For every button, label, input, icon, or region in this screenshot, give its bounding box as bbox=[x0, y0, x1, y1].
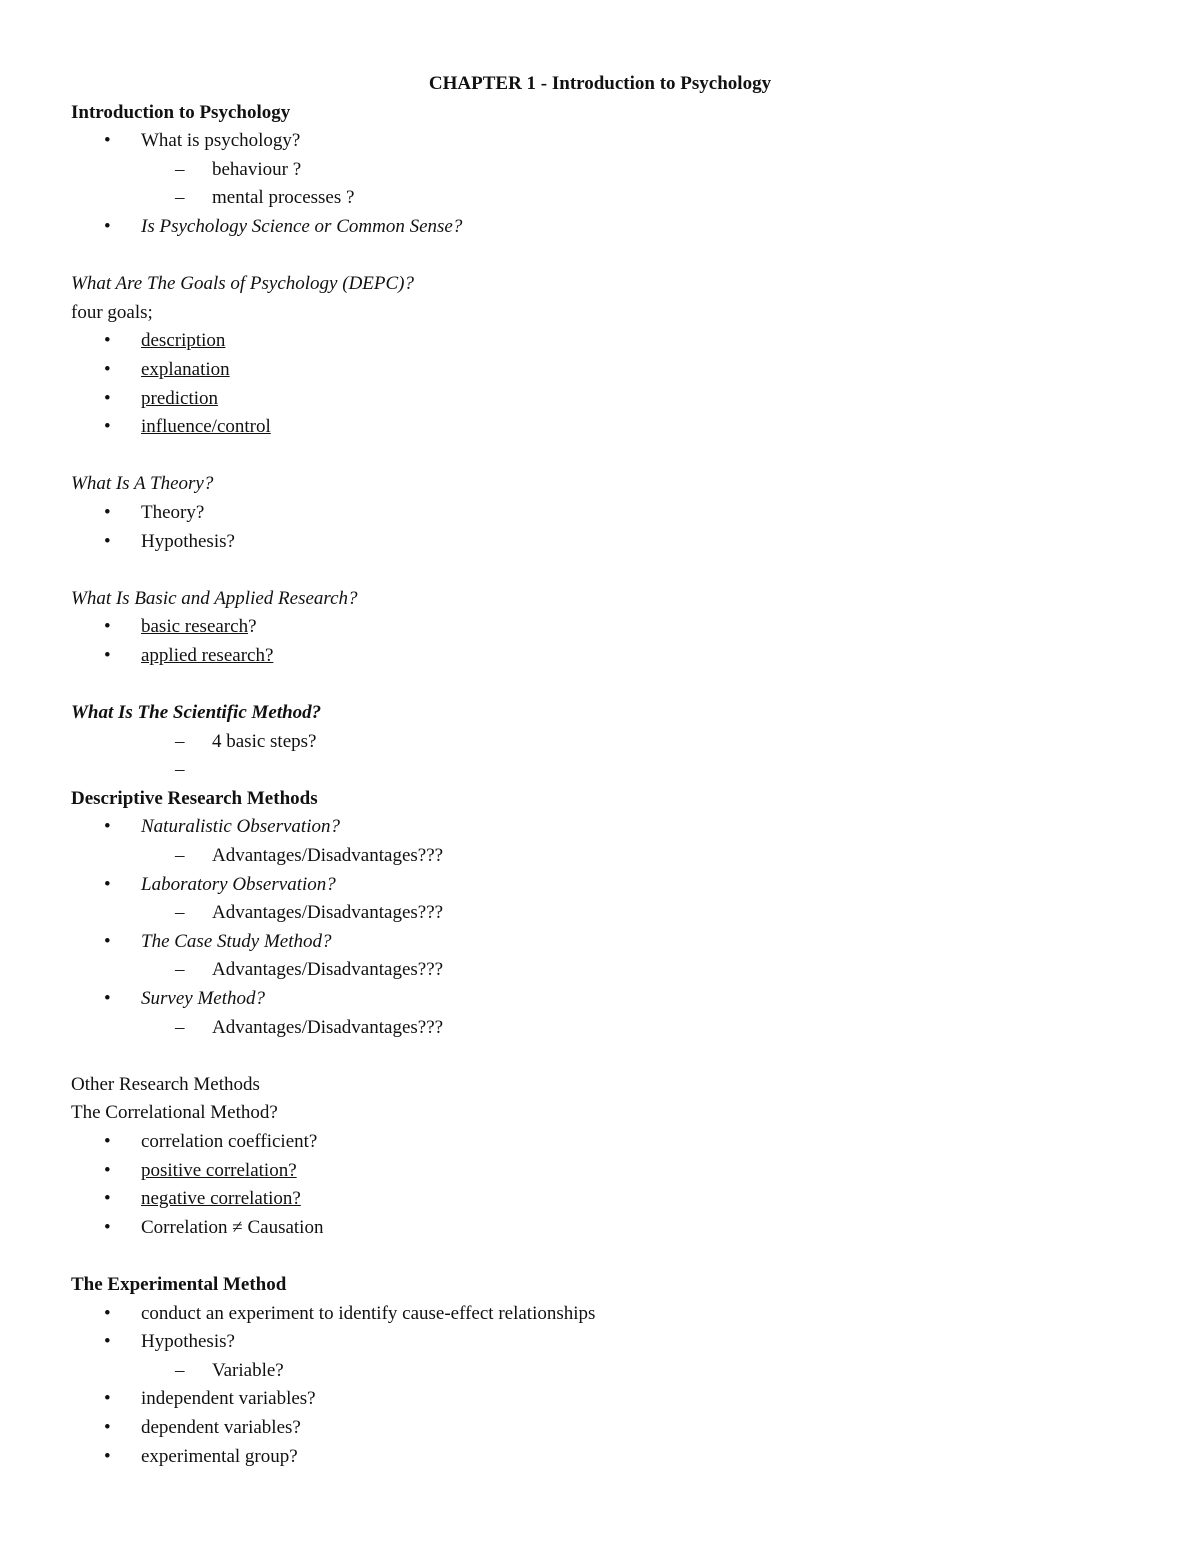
list-item bbox=[71, 985, 1131, 1014]
list-item bbox=[71, 1300, 1131, 1329]
section-heading-correlational: The Correlational Method? bbox=[71, 1102, 278, 1124]
list-item-text: Hypothesis? bbox=[141, 1331, 235, 1353]
basic-research-term: basic research bbox=[141, 616, 249, 638]
list-item bbox=[71, 928, 1131, 957]
bullet-icon: • bbox=[104, 501, 111, 523]
sub-list-item-text: Advantages/Disadvantages??? bbox=[212, 1016, 444, 1038]
page-title: CHAPTER 1 - Introduction to Psychology bbox=[428, 73, 772, 94]
list-item bbox=[71, 1214, 1131, 1243]
list-item bbox=[71, 1128, 1131, 1157]
spacer bbox=[71, 242, 1131, 271]
list-item bbox=[71, 1328, 1131, 1357]
bullet-icon: • bbox=[104, 1159, 111, 1181]
sub-list-item bbox=[71, 842, 1131, 871]
list-item-text: Hypothesis? bbox=[141, 530, 235, 552]
list-item-text: influence/control bbox=[141, 416, 271, 438]
bullet-icon: • bbox=[104, 387, 111, 409]
sub-list-item-text: mental processes ? bbox=[212, 187, 355, 209]
list-item-text: Theory? bbox=[141, 501, 205, 523]
spacer bbox=[71, 556, 1131, 585]
bullet-icon: • bbox=[104, 988, 111, 1009]
list-item-text: description bbox=[141, 330, 226, 352]
dash-icon: – bbox=[175, 1016, 185, 1038]
question-mark: ? bbox=[248, 616, 257, 638]
list-item-text: explanation bbox=[141, 358, 230, 380]
bullet-icon: • bbox=[104, 1331, 111, 1353]
spacer bbox=[71, 1242, 1131, 1271]
dash-icon: – bbox=[175, 959, 185, 981]
list-item-text: conduct an experiment to identify cause-effect relationships bbox=[141, 1302, 596, 1324]
bullet-icon: • bbox=[104, 358, 111, 380]
sub-list-item bbox=[71, 756, 1131, 785]
section-heading-experimental: The Experimental Method bbox=[71, 1273, 287, 1295]
list-item-text: positive correlation? bbox=[141, 1159, 297, 1181]
sub-list-item bbox=[71, 728, 1131, 757]
list-item bbox=[71, 1157, 1131, 1186]
bullet-icon: • bbox=[104, 616, 111, 638]
sub-list-item bbox=[71, 184, 1131, 213]
list-item bbox=[71, 642, 1131, 671]
list-item bbox=[71, 528, 1131, 557]
section-heading-scientific-method: What Is The Scientific Method? bbox=[71, 702, 322, 724]
bullet-icon: • bbox=[104, 1416, 111, 1438]
spacer bbox=[71, 1042, 1131, 1071]
dash-icon: – bbox=[175, 158, 185, 180]
dash-icon: – bbox=[175, 730, 185, 752]
bullet-icon: • bbox=[104, 1188, 111, 1210]
list-item-text: Correlation ≠ Causation bbox=[141, 1216, 324, 1238]
sub-list-item-text: Variable? bbox=[212, 1359, 284, 1381]
list-item bbox=[71, 1414, 1131, 1443]
list-item-text: negative correlation? bbox=[141, 1188, 301, 1210]
bullet-icon: • bbox=[104, 1388, 111, 1410]
list-item-text: Naturalistic Observation? bbox=[141, 816, 340, 838]
bullet-icon: • bbox=[104, 930, 111, 952]
dash-icon: – bbox=[175, 845, 185, 867]
bullet-icon: • bbox=[104, 530, 111, 552]
bullet-icon: • bbox=[104, 416, 111, 438]
spacer bbox=[71, 670, 1131, 699]
sub-list-item bbox=[71, 956, 1131, 985]
spacer bbox=[71, 442, 1131, 471]
list-item bbox=[71, 413, 1131, 442]
sub-list-item-text: 4 basic steps? bbox=[212, 730, 317, 752]
list-item-text: The Case Study Method? bbox=[141, 930, 332, 952]
sub-list-item-text: Advantages/Disadvantages??? bbox=[212, 902, 444, 924]
list-item bbox=[71, 613, 1131, 642]
bullet-icon: • bbox=[104, 644, 111, 666]
dash-icon: – bbox=[175, 759, 185, 781]
list-item bbox=[71, 1385, 1131, 1414]
section-heading-theory: What Is A Theory? bbox=[71, 473, 214, 495]
sub-list-item-text: Advantages/Disadvantages??? bbox=[212, 845, 444, 867]
bullet-icon: • bbox=[104, 130, 111, 152]
bullet-icon: • bbox=[104, 816, 111, 838]
list-item-text: applied research? bbox=[141, 644, 274, 666]
sub-list-item-text: Advantages/Disadvantages??? bbox=[212, 959, 444, 981]
bullet-icon: • bbox=[104, 1445, 111, 1467]
bullet-icon: • bbox=[104, 1302, 111, 1324]
section-heading-descriptive: Descriptive Research Methods bbox=[71, 787, 318, 809]
list-item-text bbox=[141, 613, 257, 642]
list-item-text: dependent variables? bbox=[141, 1416, 301, 1438]
bullet-icon: • bbox=[104, 873, 111, 895]
section-heading-intro: Introduction to Psychology bbox=[71, 101, 291, 123]
list-item bbox=[71, 213, 1131, 242]
list-item-text: What is psychology? bbox=[141, 130, 301, 152]
dash-icon: – bbox=[175, 1359, 185, 1381]
list-item bbox=[71, 871, 1131, 900]
bullet-icon: • bbox=[104, 215, 111, 237]
section-heading-other-methods: Other Research Methods bbox=[71, 1073, 260, 1095]
list-item-text: prediction bbox=[141, 387, 219, 409]
sub-list-item bbox=[71, 1357, 1131, 1386]
list-item bbox=[71, 385, 1131, 414]
list-item bbox=[71, 127, 1131, 156]
dash-icon: – bbox=[175, 187, 185, 209]
list-item-text: correlation coefficient? bbox=[141, 1130, 318, 1152]
sub-list-item bbox=[71, 1014, 1131, 1043]
sub-list-item-text: behaviour ? bbox=[212, 158, 302, 180]
section-heading-research: What Is Basic and Applied Research? bbox=[71, 587, 358, 609]
sub-list-item bbox=[71, 156, 1131, 185]
list-item-text: experimental group? bbox=[141, 1445, 298, 1467]
list-item bbox=[71, 1185, 1131, 1214]
list-item bbox=[71, 327, 1131, 356]
goals-intro: four goals; bbox=[71, 301, 153, 323]
bullet-icon: • bbox=[104, 1130, 111, 1152]
list-item-text: independent variables? bbox=[141, 1388, 316, 1410]
list-item bbox=[71, 1443, 1131, 1472]
bullet-icon: • bbox=[104, 1216, 111, 1238]
dash-icon: – bbox=[175, 902, 185, 924]
list-item bbox=[71, 356, 1131, 385]
list-item-text: Laboratory Observation? bbox=[141, 873, 336, 895]
bullet-icon: • bbox=[104, 330, 111, 352]
list-item bbox=[71, 499, 1131, 528]
section-heading-goals: What Are The Goals of Psychology (DEPC)? bbox=[71, 273, 415, 295]
list-item bbox=[71, 813, 1131, 842]
document-body bbox=[71, 70, 1131, 1471]
sub-list-item bbox=[71, 899, 1131, 928]
list-item-text: Is Psychology Science or Common Sense? bbox=[141, 215, 463, 237]
list-item-text: Survey Method? bbox=[141, 988, 265, 1009]
